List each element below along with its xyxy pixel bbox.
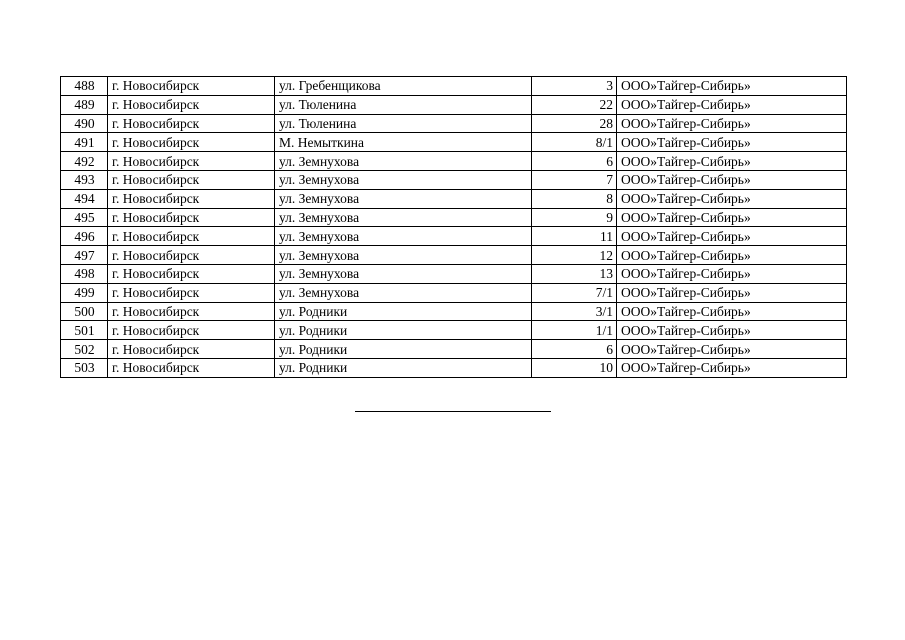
- row-number: 495: [61, 208, 108, 227]
- table-row: [61, 189, 847, 208]
- house-number-cell: 13: [532, 264, 617, 283]
- table-row: [61, 302, 847, 321]
- row-number: 490: [61, 114, 108, 133]
- city-cell: г. Новосибирск: [108, 114, 275, 133]
- street-cell: ул. Тюленина: [275, 114, 532, 133]
- house-number-cell: 11: [532, 227, 617, 246]
- table-row: [61, 358, 847, 377]
- organization-cell: ООО»Тайгер-Сибирь»: [617, 302, 847, 321]
- row-number: 492: [61, 152, 108, 171]
- organization-cell: ООО»Тайгер-Сибирь»: [617, 114, 847, 133]
- city-cell: г. Новосибирск: [108, 264, 275, 283]
- table-row: [61, 208, 847, 227]
- street-cell: ул. Земнухова: [275, 264, 532, 283]
- organization-cell: ООО»Тайгер-Сибирь»: [617, 77, 847, 96]
- address-table-body: [61, 77, 847, 378]
- street-cell: ул. Родники: [275, 340, 532, 359]
- table-row: [61, 77, 847, 96]
- city-cell: г. Новосибирск: [108, 358, 275, 377]
- row-number: 502: [61, 340, 108, 359]
- row-number: 501: [61, 321, 108, 340]
- street-cell: ул. Тюленина: [275, 95, 532, 114]
- house-number-cell: 7: [532, 170, 617, 189]
- street-cell: ул. Земнухова: [275, 283, 532, 302]
- table-row: [61, 114, 847, 133]
- organization-cell: ООО»Тайгер-Сибирь»: [617, 321, 847, 340]
- street-cell: ул. Земнухова: [275, 152, 532, 171]
- street-cell: ул. Земнухова: [275, 227, 532, 246]
- city-cell: г. Новосибирск: [108, 133, 275, 152]
- table-row: [61, 170, 847, 189]
- house-number-cell: 10: [532, 358, 617, 377]
- city-cell: г. Новосибирск: [108, 246, 275, 265]
- street-cell: М. Немыткина: [275, 133, 532, 152]
- city-cell: г. Новосибирск: [108, 283, 275, 302]
- organization-cell: ООО»Тайгер-Сибирь»: [617, 246, 847, 265]
- organization-cell: ООО»Тайгер-Сибирь»: [617, 95, 847, 114]
- house-number-cell: 22: [532, 95, 617, 114]
- row-number: 493: [61, 170, 108, 189]
- row-number: 494: [61, 189, 108, 208]
- row-number: 491: [61, 133, 108, 152]
- organization-cell: ООО»Тайгер-Сибирь»: [617, 358, 847, 377]
- organization-cell: ООО»Тайгер-Сибирь»: [617, 152, 847, 171]
- table-row: [61, 133, 847, 152]
- row-number: 488: [61, 77, 108, 96]
- organization-cell: ООО»Тайгер-Сибирь»: [617, 170, 847, 189]
- house-number-cell: 9: [532, 208, 617, 227]
- city-cell: г. Новосибирск: [108, 321, 275, 340]
- street-cell: ул. Земнухова: [275, 208, 532, 227]
- house-number-cell: 1/1: [532, 321, 617, 340]
- table-row: [61, 227, 847, 246]
- street-cell: ул. Родники: [275, 302, 532, 321]
- house-number-cell: 6: [532, 152, 617, 171]
- city-cell: г. Новосибирск: [108, 152, 275, 171]
- table-row: [61, 246, 847, 265]
- organization-cell: ООО»Тайгер-Сибирь»: [617, 227, 847, 246]
- organization-cell: ООО»Тайгер-Сибирь»: [617, 189, 847, 208]
- organization-cell: ООО»Тайгер-Сибирь»: [617, 340, 847, 359]
- city-cell: г. Новосибирск: [108, 189, 275, 208]
- house-number-cell: 12: [532, 246, 617, 265]
- row-number: 497: [61, 246, 108, 265]
- row-number: 498: [61, 264, 108, 283]
- street-cell: ул. Земнухова: [275, 246, 532, 265]
- table-row: [61, 95, 847, 114]
- table-row: [61, 264, 847, 283]
- row-number: 489: [61, 95, 108, 114]
- house-number-cell: 8/1: [532, 133, 617, 152]
- city-cell: г. Новосибирск: [108, 77, 275, 96]
- end-of-document-divider: [355, 411, 551, 412]
- table-row: [61, 152, 847, 171]
- row-number: 496: [61, 227, 108, 246]
- row-number: 499: [61, 283, 108, 302]
- street-cell: ул. Родники: [275, 358, 532, 377]
- house-number-cell: 28: [532, 114, 617, 133]
- table-row: [61, 283, 847, 302]
- street-cell: ул. Родники: [275, 321, 532, 340]
- house-number-cell: 3/1: [532, 302, 617, 321]
- city-cell: г. Новосибирск: [108, 95, 275, 114]
- row-number: 500: [61, 302, 108, 321]
- street-cell: ул. Земнухова: [275, 189, 532, 208]
- organization-cell: ООО»Тайгер-Сибирь»: [617, 264, 847, 283]
- row-number: 503: [61, 358, 108, 377]
- house-number-cell: 7/1: [532, 283, 617, 302]
- house-number-cell: 6: [532, 340, 617, 359]
- table-row: [61, 340, 847, 359]
- city-cell: г. Новосибирск: [108, 227, 275, 246]
- street-cell: ул. Земнухова: [275, 170, 532, 189]
- city-cell: г. Новосибирск: [108, 302, 275, 321]
- address-table: [60, 76, 847, 378]
- house-number-cell: 3: [532, 77, 617, 96]
- city-cell: г. Новосибирск: [108, 340, 275, 359]
- organization-cell: ООО»Тайгер-Сибирь»: [617, 208, 847, 227]
- organization-cell: ООО»Тайгер-Сибирь»: [617, 283, 847, 302]
- city-cell: г. Новосибирск: [108, 170, 275, 189]
- table-row: [61, 321, 847, 340]
- city-cell: г. Новосибирск: [108, 208, 275, 227]
- house-number-cell: 8: [532, 189, 617, 208]
- street-cell: ул. Гребенщикова: [275, 77, 532, 96]
- organization-cell: ООО»Тайгер-Сибирь»: [617, 133, 847, 152]
